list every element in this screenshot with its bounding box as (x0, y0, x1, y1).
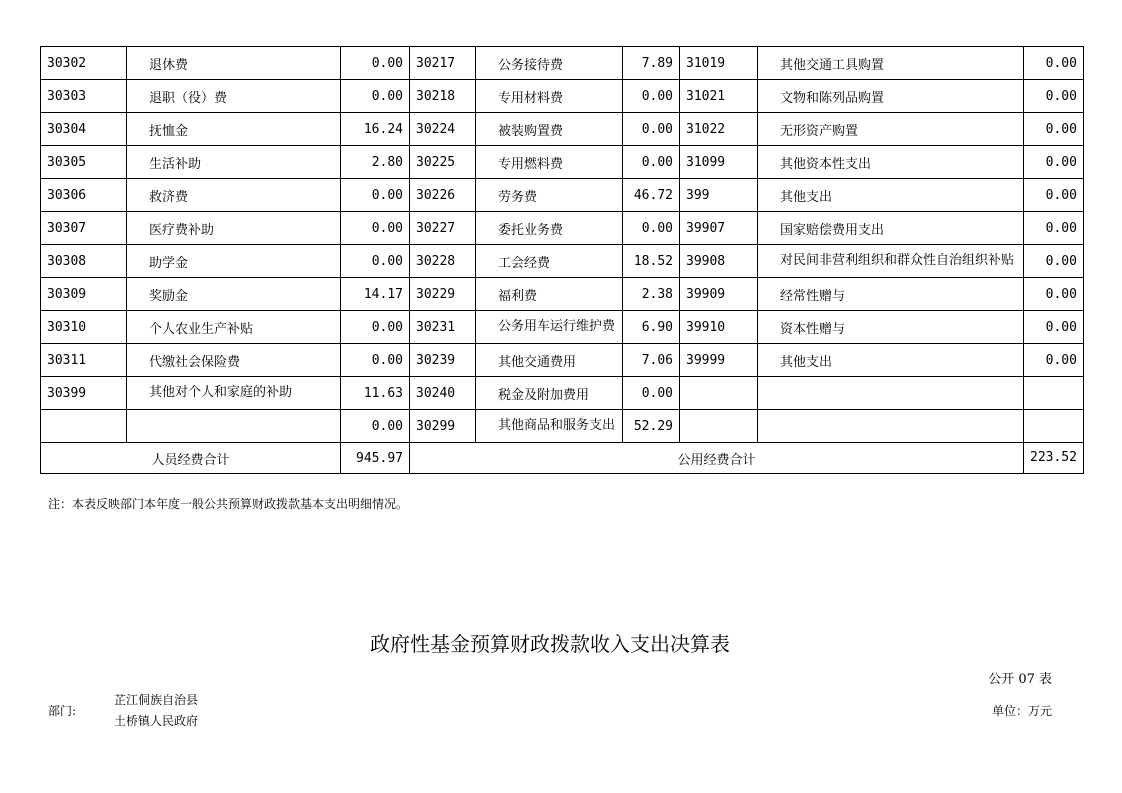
econ-code-cell: 31022 (680, 113, 758, 146)
expense-name-cell: 专用燃料费 (476, 146, 623, 179)
expense-name-cell: 无形资产购置 (758, 113, 1024, 146)
public-total-value: 223.52 (1024, 443, 1084, 474)
amount-cell: 0.00 (1024, 212, 1084, 245)
department-name (114, 690, 198, 732)
page-title: 政府性基金预算财政拨款收入支出决算表 (370, 632, 730, 656)
econ-code-cell: 39999 (680, 344, 758, 377)
totals-row (41, 443, 1084, 474)
econ-code-cell: 30306 (41, 179, 127, 212)
expense-name-cell: 个人农业生产补贴 (127, 311, 341, 344)
econ-code-cell: 30225 (410, 146, 476, 179)
amount-cell: 0.00 (1024, 80, 1084, 113)
expense-name-cell (758, 410, 1024, 443)
expense-name-cell: 资本性赠与 (758, 311, 1024, 344)
econ-code-cell: 30229 (410, 278, 476, 311)
report-number: 公开 07 表 (988, 672, 1052, 687)
amount-cell: 0.00 (623, 113, 680, 146)
table-row (41, 278, 1084, 311)
amount-cell: 52.29 (623, 410, 680, 443)
econ-code-cell: 30303 (41, 80, 127, 113)
table-row (41, 212, 1084, 245)
econ-code-cell: 399 (680, 179, 758, 212)
econ-code-cell: 30240 (410, 377, 476, 410)
econ-code-cell: 30239 (410, 344, 476, 377)
econ-code-cell: 30227 (410, 212, 476, 245)
table-row (41, 377, 1084, 410)
econ-code-cell: 30305 (41, 146, 127, 179)
econ-code-cell: 30308 (41, 245, 127, 278)
personnel-total-value: 945.97 (341, 443, 410, 474)
econ-code-cell: 30399 (41, 377, 127, 410)
amount-cell: 0.00 (1024, 179, 1084, 212)
expense-name-cell: 其他支出 (758, 344, 1024, 377)
amount-cell: 7.06 (623, 344, 680, 377)
econ-code-cell: 31019 (680, 47, 758, 80)
econ-code-cell: 30224 (410, 113, 476, 146)
expense-name-cell: 专用材料费 (476, 80, 623, 113)
amount-cell: 0.00 (623, 212, 680, 245)
amount-cell (1024, 377, 1084, 410)
expense-name-cell: 其他交通费用 (476, 344, 623, 377)
table-row (41, 146, 1084, 179)
econ-code-cell: 31099 (680, 146, 758, 179)
econ-code-cell (680, 410, 758, 443)
amount-cell (1024, 410, 1084, 443)
amount-cell: 46.72 (623, 179, 680, 212)
table-row (41, 410, 1084, 443)
expense-name-cell: 文物和陈列品购置 (758, 80, 1024, 113)
econ-code-cell (41, 410, 127, 443)
econ-code-cell: 30307 (41, 212, 127, 245)
amount-cell: 2.80 (341, 146, 410, 179)
expense-name-cell: 救济费 (127, 179, 341, 212)
expense-name-cell: 税金及附加费用 (476, 377, 623, 410)
public-total-label: 公用经费合计 (410, 443, 1024, 474)
econ-code-cell: 30231 (410, 311, 476, 344)
econ-code-cell: 30217 (410, 47, 476, 80)
econ-code-cell: 31021 (680, 80, 758, 113)
expense-name-cell: 公务用车运行维护费 (476, 311, 623, 344)
expense-name-cell: 抚恤金 (127, 113, 341, 146)
amount-cell: 0.00 (1024, 47, 1084, 80)
table-row (41, 113, 1084, 146)
personnel-total-label: 人员经费合计 (41, 443, 341, 474)
econ-code-cell: 30311 (41, 344, 127, 377)
amount-cell: 0.00 (341, 47, 410, 80)
expense-name-cell: 其他对个人和家庭的补助 (127, 377, 341, 410)
expense-name-cell: 经常性赠与 (758, 278, 1024, 311)
econ-code-cell: 30309 (41, 278, 127, 311)
expense-name-cell: 退职（役）费 (127, 80, 341, 113)
expense-name-cell: 生活补助 (127, 146, 341, 179)
unit-label: 单位：万元 (991, 704, 1052, 718)
expense-name-cell: 委托业务费 (476, 212, 623, 245)
econ-code-cell: 39908 (680, 245, 758, 278)
econ-code-cell: 30218 (410, 80, 476, 113)
expense-name-cell: 退休费 (127, 47, 341, 80)
table-row (41, 245, 1084, 278)
amount-cell: 0.00 (1024, 278, 1084, 311)
table-row (41, 179, 1084, 212)
amount-cell: 6.90 (623, 311, 680, 344)
expense-name-cell (758, 377, 1024, 410)
table-note: 注：本表反映部门本年度一般公共预算财政拨款基本支出明细情况。 (48, 497, 409, 511)
expense-name-cell: 其他资本性支出 (758, 146, 1024, 179)
amount-cell: 7.89 (623, 47, 680, 80)
table-body (41, 47, 1084, 443)
table-row (41, 311, 1084, 344)
amount-cell: 0.00 (623, 146, 680, 179)
expense-name-cell (127, 410, 341, 443)
econ-code-cell: 39907 (680, 212, 758, 245)
amount-cell: 0.00 (341, 212, 410, 245)
amount-cell: 0.00 (623, 80, 680, 113)
amount-cell: 0.00 (341, 179, 410, 212)
expense-name-cell: 助学金 (127, 245, 341, 278)
expense-name-cell: 奖励金 (127, 278, 341, 311)
amount-cell: 0.00 (341, 311, 410, 344)
amount-cell: 0.00 (1024, 245, 1084, 278)
amount-cell: 0.00 (341, 410, 410, 443)
econ-code-cell: 30228 (410, 245, 476, 278)
econ-code-cell (680, 377, 758, 410)
econ-code-cell: 30310 (41, 311, 127, 344)
expense-name-cell: 工会经费 (476, 245, 623, 278)
department-name-line2: 土桥镇人民政府 (114, 714, 199, 728)
expense-name-cell: 对民间非营利组织和群众性自治组织补贴 (758, 245, 1024, 278)
amount-cell: 0.00 (341, 344, 410, 377)
econ-code-cell: 39909 (680, 278, 758, 311)
amount-cell: 2.38 (623, 278, 680, 311)
expense-name-cell: 国家赔偿费用支出 (758, 212, 1024, 245)
expense-name-cell: 被装购置费 (476, 113, 623, 146)
amount-cell: 0.00 (341, 245, 410, 278)
amount-cell: 0.00 (1024, 344, 1084, 377)
amount-cell: 0.00 (1024, 311, 1084, 344)
amount-cell: 0.00 (1024, 113, 1084, 146)
econ-code-cell: 30226 (410, 179, 476, 212)
econ-code-cell: 39910 (680, 311, 758, 344)
expense-name-cell: 其他商品和服务支出 (476, 410, 623, 443)
expenditure-detail-table (40, 46, 1084, 474)
amount-cell: 0.00 (1024, 146, 1084, 179)
expense-name-cell: 其他支出 (758, 179, 1024, 212)
expense-name-cell: 福利费 (476, 278, 623, 311)
expense-name-cell: 其他交通工具购置 (758, 47, 1024, 80)
table-row (41, 47, 1084, 80)
expense-name-cell: 劳务费 (476, 179, 623, 212)
department-label: 部门: (48, 704, 77, 718)
econ-code-cell: 30299 (410, 410, 476, 443)
amount-cell: 16.24 (341, 113, 410, 146)
table-row (41, 80, 1084, 113)
expense-name-cell: 公务接待费 (476, 47, 623, 80)
amount-cell: 0.00 (341, 80, 410, 113)
table-row (41, 344, 1084, 377)
expense-name-cell: 医疗费补助 (127, 212, 341, 245)
department-name-line1: 芷江侗族自治县 (114, 693, 199, 707)
expense-name-cell: 代缴社会保险费 (127, 344, 341, 377)
amount-cell: 11.63 (341, 377, 410, 410)
amount-cell: 0.00 (623, 377, 680, 410)
amount-cell: 18.52 (623, 245, 680, 278)
econ-code-cell: 30304 (41, 113, 127, 146)
amount-cell: 14.17 (341, 278, 410, 311)
econ-code-cell: 30302 (41, 47, 127, 80)
